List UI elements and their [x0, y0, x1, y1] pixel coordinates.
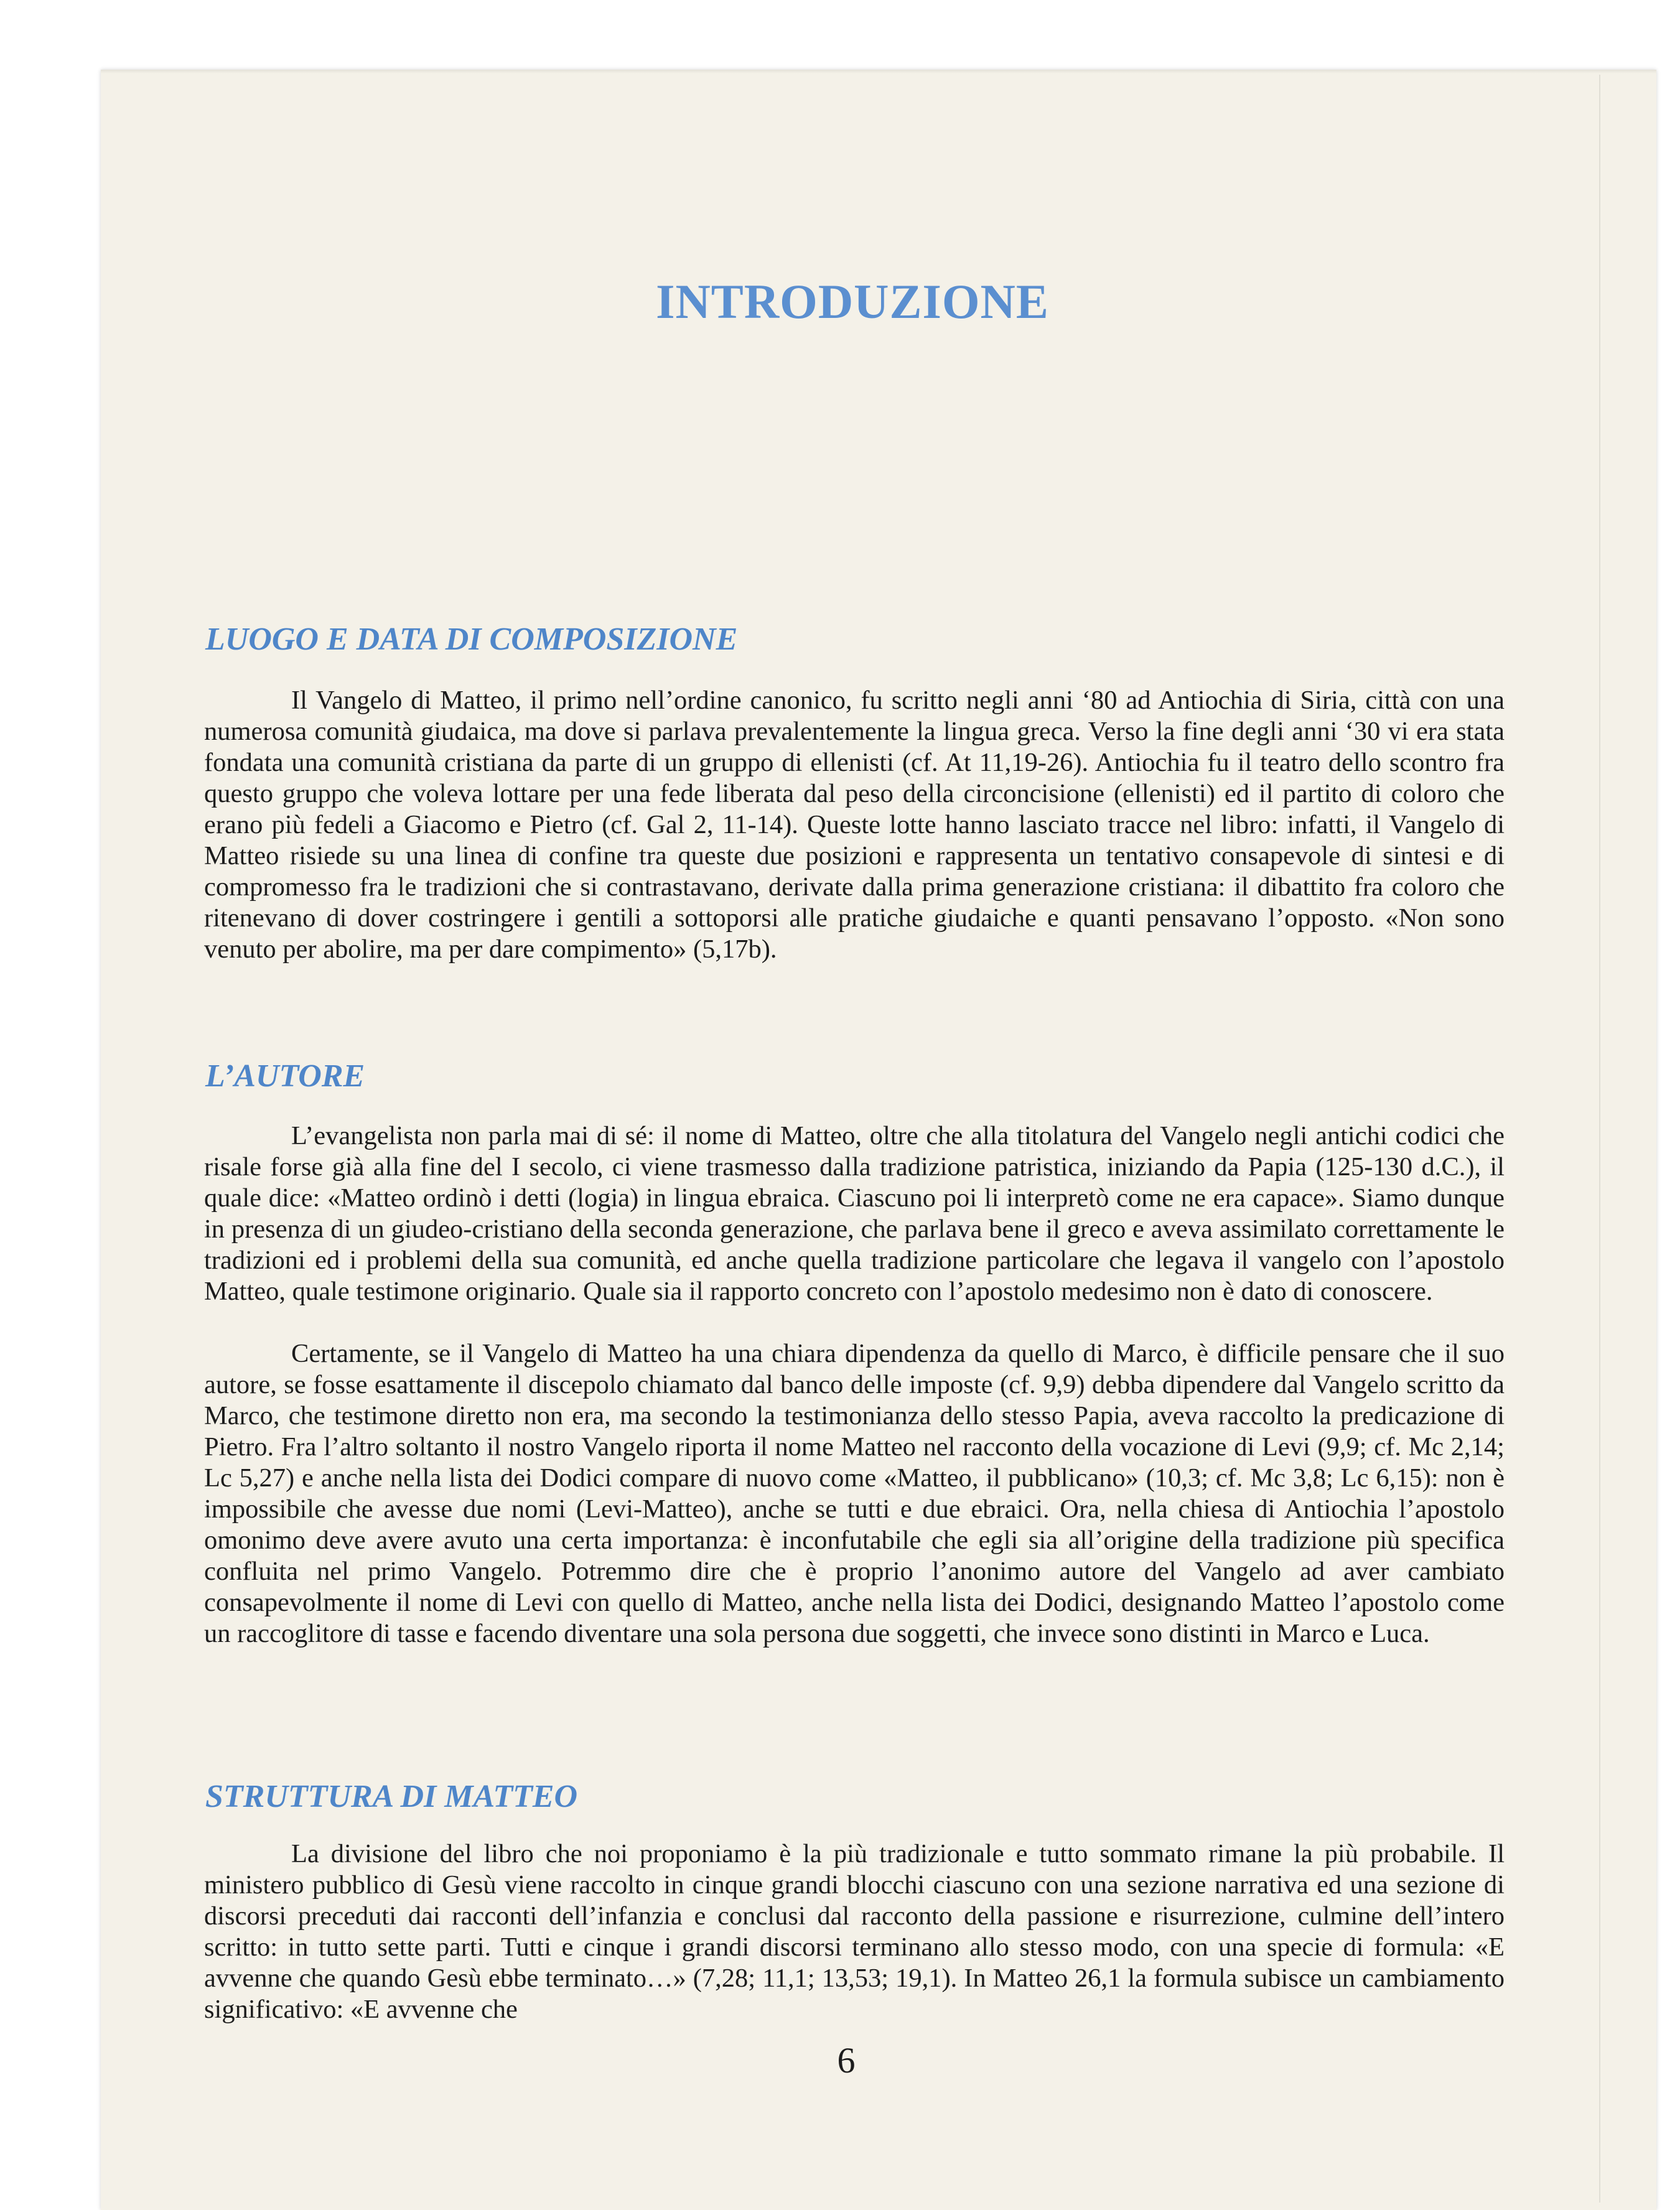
paragraph-struttura: La divisione del libro che noi proponiamo è la più tradizionale e tutto sommato rimane la più probabile. Il ministero pubblico di Gesù viene raccolto in cinque grandi blocchi ciascuno con una sezione narrativa ed una sezione di discorsi preceduti dai racconti dell’infanzia e conclusi dal racconto della passione e risurrezione, culmine dell’intero scritto: in tutto sette parti. Tutti e cinque i grandi discorsi terminano allo stesso modo, con una specie di formula: «E avvenne che quando Gesù ebbe terminato…» (7,28; 11,1; 13,53; 19,1). In Matteo 26,1 la formula subisce un cambiamento significativo: «E avvenne che: [204, 1839, 1505, 2024]
paragraph-autore-2: Certamente, se il Vangelo di Matteo ha una chiara dipendenza da quello di Marco, è difficile pensare che il suo autore, se fosse esattamente il discepolo chiamato dal banco delle imposte (cf. 9,9) debba dipendere dal Vangelo scritto da Marco, che testimone diretto non era, ma secondo la testimonianza dello stesso Papia, aveva raccolto la predicazione di Pietro. Fra l’altro soltanto il nostro Vangelo riporta il nome Matteo nel racconto della vocazione di Levi (9,9; cf. Mc 2,14; Lc 5,27) e anche nella lista dei Dodici compare di nuovo come «Matteo, il pubblicano» (10,3; cf. Mc 3,8; Lc 6,15): non è impossibile che avesse due nomi (Levi-Matteo), anche se tutti e due ebraici. Ora, nella chiesa di Antiochia l’apostolo omonimo deve avere avuto una certa importanza: è inconfutabile che egli sia all’origine della tradizione più specifica confluita nel primo Vangelo. Potremmo dire che è proprio l’anonimo autore del Vangelo ad aver cambiato consapevolmente il nome di Levi con quello di Matteo, anche nella lista dei Dodici, designando Matteo l’apostolo come un raccoglitore di tasse e facendo diventare una sola persona due soggetti, che invece sono distinti in Marco e Luca.: [204, 1339, 1505, 1648]
section-heading-struttura: STRUTTURA DI MATTEO: [205, 1779, 578, 1814]
paragraph-autore-1: L’evangelista non parla mai di sé: il nome di Matteo, oltre che alla titolatura del Vangelo negli antichi codici che risale forse già alla fine del I secolo, ci viene trasmesso dalla tradizione patristica, iniziando da Papia (125-130 d.C.), il quale dice: «Matteo ordinò i detti (logia) in lingua ebraica. Ciascuno poi li interpretò come ne era capace». Siamo dunque in presenza di un giudeo-cristiano della seconda generazione, che parlava bene il greco e aveva assimilato correttamente le tradizioni ed i problemi della sua comunità, ed anche quella tradizione particolare che legava il vangelo con l’apostolo Matteo, quale testimone originario. Quale sia il rapporto concreto con l’apostolo medesimo non è dato di conoscere.: [204, 1121, 1505, 1306]
page-fold: [1599, 75, 1600, 2203]
section-heading-luogo: LUOGO E DATA DI COMPOSIZIONE: [205, 622, 738, 657]
page-number: 6: [837, 2040, 856, 2081]
page-top-edge: [101, 70, 1656, 73]
paragraph-luogo: Il Vangelo di Matteo, il primo nell’ordine canonico, fu scritto negli anni ‘80 ad Antiochia di Siria, città con una numerosa comunità giudaica, ma dove si parlava prevalentemente la lingua greca. Verso la fine degli anni ‘30 vi era stata fondata una comunità cristiana da parte di un gruppo di ellenisti (cf. At 11,19-26). Antiochia fu il teatro dello scontro fra questo gruppo che voleva lottare per una fede liberata dal peso della circoncisione (ellenisti) ed il partito di coloro che erano più fedeli a Giacomo e Pietro (cf. Gal 2, 11-14). Queste lotte hanno lasciato tracce nel libro: infatti, il Vangelo di Matteo risiede su una linea di confine tra queste due posizioni e rappresenta un tentativo consapevole di sintesi e di compromesso fra le tradizioni che si contrastavano, derivate dalla prima generazione cristiana: il dibattito fra coloro che ritenevano di dover costringere i gentili a sottoporsi alle pratiche giudaiche e quanti pensavano l’opposto. «Non sono venuto per abolire, ma per dare compimento» (5,17b).: [204, 686, 1505, 964]
page-title: INTRODUZIONE: [656, 274, 1049, 329]
section-heading-autore: L’AUTORE: [205, 1058, 365, 1094]
